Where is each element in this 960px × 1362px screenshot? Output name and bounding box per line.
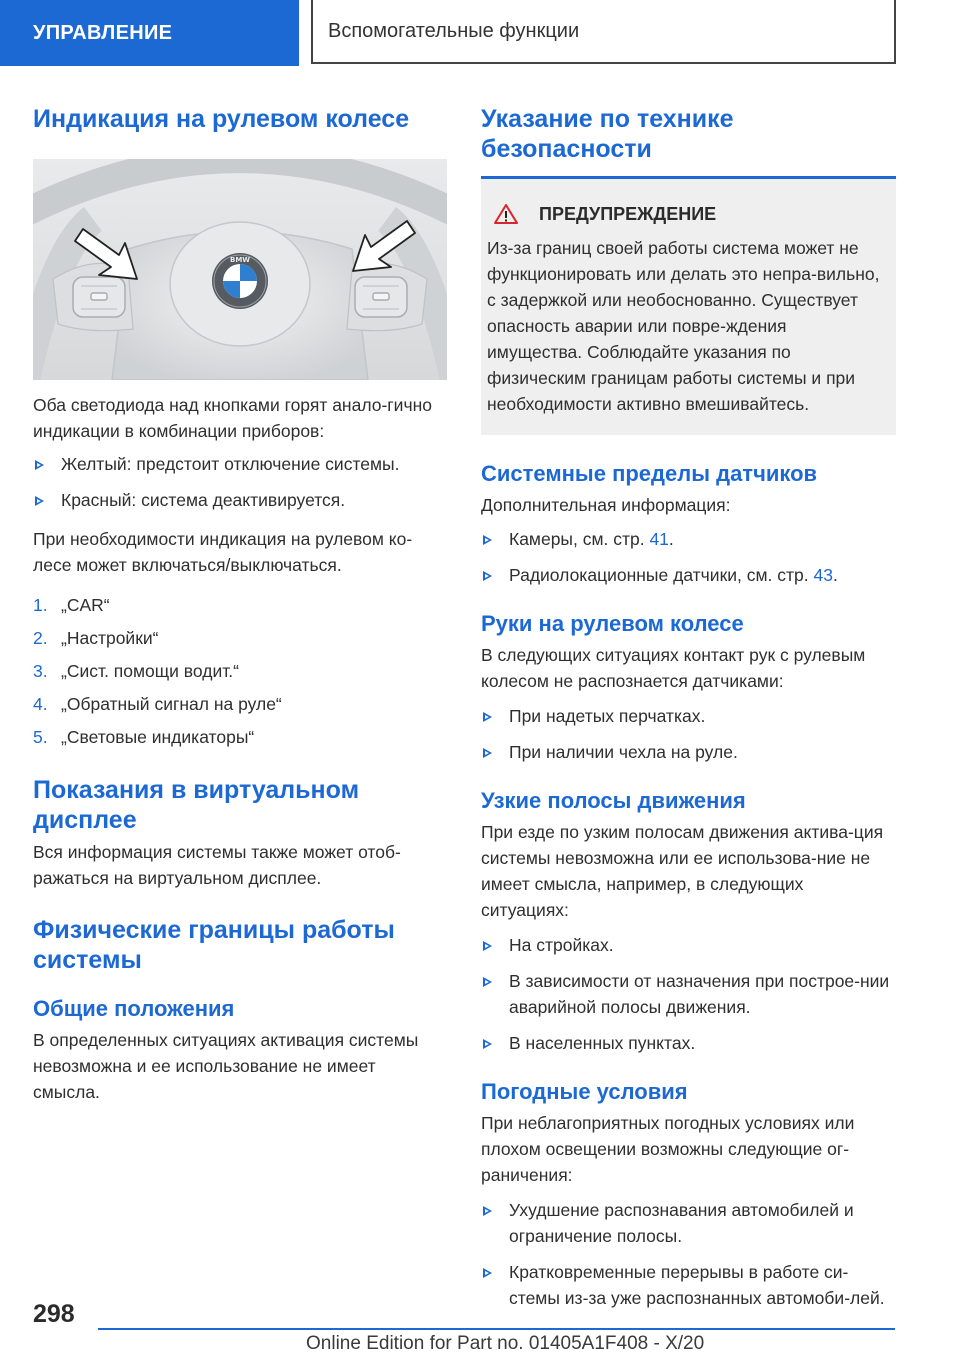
triangle-bullet-icon [483,748,492,758]
triangle-bullet-icon [483,1039,492,1049]
list-item: 1. „CAR“ [33,595,110,615]
list-item: В зависимости от назначения при построе-нии аварийной полосы движения. [481,968,896,1020]
right-button-cluster [355,277,407,317]
page-link-41[interactable]: 41 [649,529,669,549]
footer-rule [98,1328,895,1330]
list-item: 2. „Настройки“ [33,628,159,648]
hands-list [481,703,896,765]
hands-heading: Руки на рулевом колесе [481,611,744,636]
list-item: 3. „Сист. помощи водит.“ [33,661,239,681]
leds-intro: Оба светодиода над кнопками горят анало-гично индикации в комбинации приборов: [33,395,432,441]
left-column [33,100,447,1105]
weather-intro: При неблагоприятных погодных условиях или плохом освещении возможны следующие ог-раничения: [481,1113,855,1185]
page-number: 298 [33,1300,75,1328]
page-link-43[interactable]: 43 [813,565,833,585]
list-item: Желтый: предстоит отключение системы. [33,451,447,477]
virtual-display-heading: Показания в виртуальном дисплее [33,776,360,834]
list-item: Красный: система деактивируется. [33,487,447,513]
safety-heading: Указание по технике безопасности [481,105,734,163]
warning-triangle-icon [493,203,519,225]
list-item: При наличии чехла на руле. [481,739,896,765]
edition-note: Online Edition for Part no. 01405A1F408 - X/20 [306,1333,705,1354]
section-tab: УПРАВЛЕНИЕ [0,0,299,66]
triangle-bullet-icon [483,1268,492,1278]
menu-path-list [33,592,447,750]
triangle-bullet-icon [483,571,492,581]
right-column [481,100,896,1311]
general-heading: Общие положения [33,996,235,1021]
list-item: 4. „Обратный сигнал на руле“ [33,694,282,714]
general-text: В определенных ситуациях активация системы невозможна и ее использование не имеет смысла. [33,1030,419,1102]
list-item: В населенных пунктах. [481,1030,896,1056]
list-item: Камеры, см. стр. 41. [481,526,896,552]
left-button-cluster [73,277,125,317]
physical-limits-heading: Физические границы работы системы [33,916,395,974]
weather-heading: Погодные условия [481,1079,688,1104]
triangle-bullet-icon [483,977,492,987]
warning-title: ПРЕДУПРЕЖДЕНИЕ [539,204,717,224]
list-item: Кратковременные перерывы в работе си-стемы из-за уже распознанных автомоби-лей. [481,1259,896,1311]
list-item: Радиолокационные датчики, см. стр. 43. [481,562,896,588]
sensor-refs-list [481,526,896,588]
led-colors-list [33,451,447,513]
list-item: Ухудшение распознавания автомобилей и ограничение полосы. [481,1197,896,1249]
triangle-bullet-icon [35,460,44,470]
list-item: При надетых перчатках. [481,703,896,729]
steering-indicator-heading: Индикация на рулевом колесе [33,105,410,133]
warning-box [481,179,896,435]
weather-list [481,1197,896,1311]
bmw-logo [212,253,268,309]
steering-wheel-illustration [33,159,447,380]
page-header [0,0,960,66]
triangle-bullet-icon [35,496,44,506]
triangle-bullet-icon [483,535,492,545]
sensor-limits-intro: Дополнительная информация: [481,495,731,515]
triangle-bullet-icon [483,1206,492,1216]
triangle-bullet-icon [483,712,492,722]
narrow-lanes-heading: Узкие полосы движения [481,788,746,813]
warning-title-row [487,201,886,227]
chapter-title: Вспомогательные функции [311,0,896,64]
toggle-note: При необходимости индикация на рулевом ко-лесе может включаться/выключаться. [33,529,413,575]
virtual-display-text: Вся информация системы также может отоб-ражаться на виртуальном дисплее. [33,842,401,888]
svg-text:BMW: BMW [229,256,251,264]
hands-intro: В следующих ситуациях контакт рук с рулевым колесом не распознается датчиками: [481,645,866,691]
list-item: 5. „Световые индикаторы“ [33,727,255,747]
list-item: На стройках. [481,932,896,958]
narrow-lanes-list [481,932,896,1056]
triangle-bullet-icon [483,941,492,951]
sensor-limits-heading: Системные пределы датчиков [481,461,818,486]
narrow-lanes-intro: При езде по узким полосам движения актива-ция системы невозможна или ее использова-ние не имеет смысла, например, в следующих ситуациях: [481,822,884,920]
steering-wheel-figure [33,159,447,380]
warning-text: Из-за границ своей работы система может не функционировать или делать это непра-вильно, с задержкой или необоснованно. Существует опасность аварии или повре-ждения имущества. Соблюдайте указания по физическим границам работы системы и при необходимости активно вмешивайтесь. [487,238,880,414]
